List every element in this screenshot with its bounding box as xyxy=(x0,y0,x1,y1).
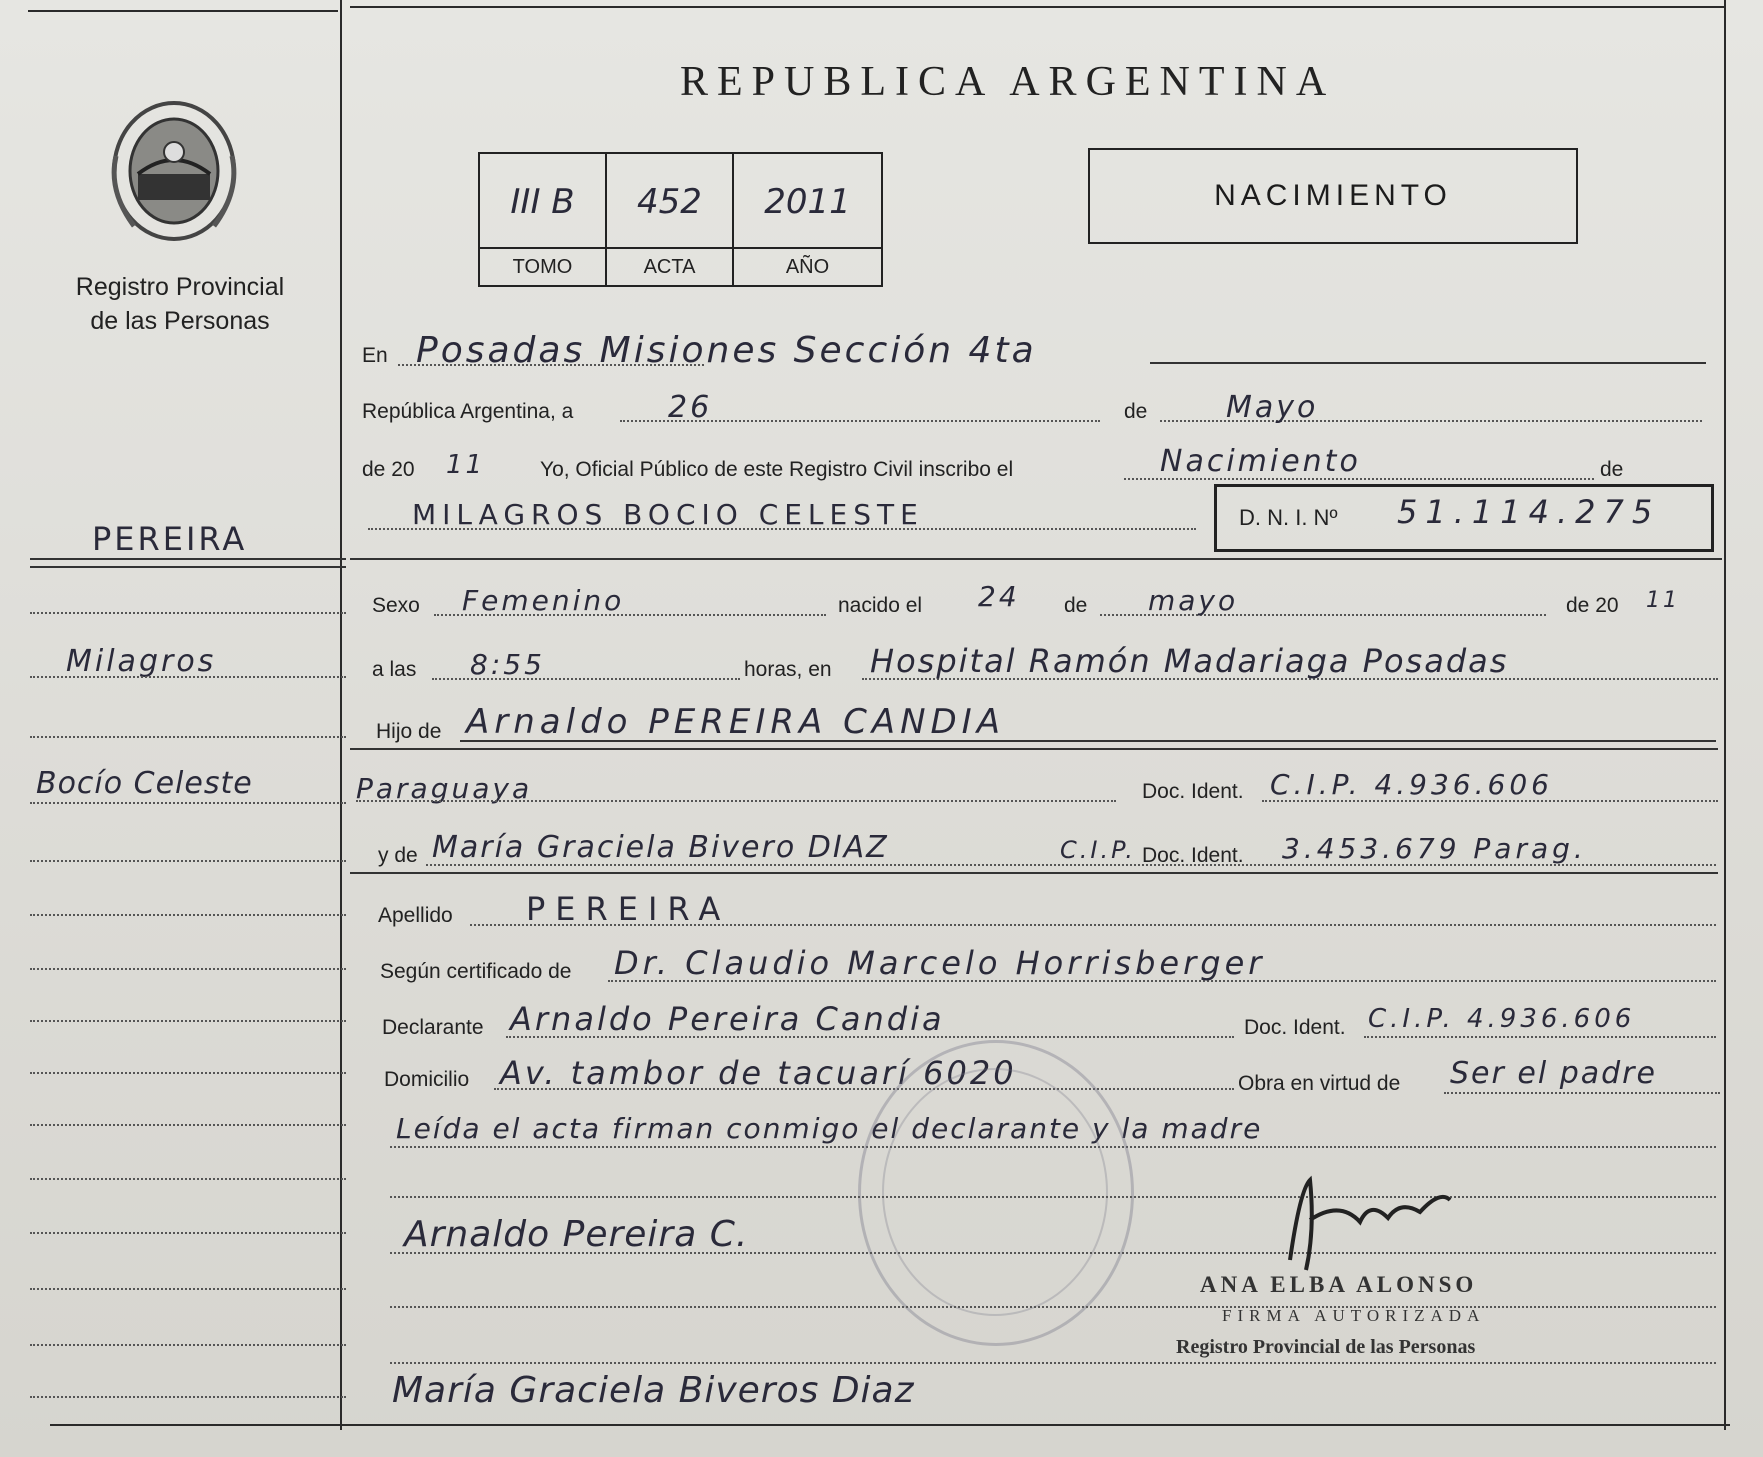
place-value: Hospital Ramón Madariaga Posadas xyxy=(870,642,1509,680)
frame-bottom xyxy=(50,1424,1730,1426)
inscribe-de: de xyxy=(1600,458,1624,481)
father-value: Arnaldo PEREIRA CANDIA xyxy=(466,702,1005,742)
frame-divider xyxy=(340,0,342,1430)
hospital-stamp-inner xyxy=(882,1068,1108,1316)
official-name: ANA ELBA ALONSO xyxy=(1200,1272,1478,1297)
child-full-name: MILAGROS BOCIO CELESTE xyxy=(412,498,924,531)
en-label: En xyxy=(362,344,388,367)
sidebar-middle-names: Bocío Celeste xyxy=(36,766,253,801)
mother-doc: 3.453.679 Parag. xyxy=(1282,832,1587,865)
frame-top xyxy=(350,6,1726,8)
official-office: Registro Provincial de las Personas xyxy=(1176,1336,1476,1358)
frame-right xyxy=(1724,0,1726,1430)
domicilio-value: Av. tambor de tacuarí 6020 xyxy=(500,1054,1017,1092)
sidebar-dotline xyxy=(30,968,346,970)
year-value: 11 xyxy=(446,450,486,480)
sidebar-dotline xyxy=(30,914,346,916)
sidebar-rule xyxy=(30,558,346,560)
dotline xyxy=(390,1252,1716,1254)
horas-label: horas, en xyxy=(744,658,832,681)
rule xyxy=(1150,362,1706,364)
de-label: de xyxy=(1124,400,1148,423)
acta-cell xyxy=(607,154,734,285)
sexo-label: Sexo xyxy=(372,594,420,617)
obra-label: Obra en virtud de xyxy=(1238,1072,1401,1095)
day-value: 26 xyxy=(668,390,713,425)
sidebar-dotline xyxy=(30,1178,346,1180)
official-signature-icon xyxy=(1270,1160,1470,1280)
dotline xyxy=(1444,1092,1720,1094)
father-doc: C.I.P. 4.936.606 xyxy=(1270,768,1553,801)
birth-year: 11 xyxy=(1646,588,1680,613)
page-title: REPUBLICA ARGENTINA xyxy=(680,59,1336,105)
sidebar-dotline xyxy=(30,1124,346,1126)
sidebar-surname: PEREIRA xyxy=(92,520,248,558)
domicilio-label: Domicilio xyxy=(384,1068,470,1091)
mother-value: María Graciela Bivero DIAZ xyxy=(432,830,889,865)
sidebar-dotline xyxy=(30,1288,346,1290)
dni-label: D. N. I. Nº xyxy=(1239,505,1338,530)
dotline xyxy=(390,1362,1716,1364)
registration-box xyxy=(478,152,883,287)
section-rule xyxy=(350,558,1722,560)
sidebar-dotline xyxy=(30,1232,346,1234)
nacido-label: nacido el xyxy=(838,594,923,617)
republica-label: República Argentina, a xyxy=(362,400,574,423)
birth-day: 24 xyxy=(978,580,1020,613)
declarante-value: Arnaldo Pereira Candia xyxy=(510,1000,945,1038)
rule xyxy=(350,748,1718,750)
hour-value: 8:55 xyxy=(470,648,545,681)
dni-box xyxy=(1214,484,1714,552)
acta-value: 452 xyxy=(637,182,702,222)
yde-label: y de xyxy=(378,844,418,867)
sidebar-rule-2 xyxy=(30,566,346,568)
en-value: Posadas Misiones Sección 4ta xyxy=(416,330,1037,371)
leida-value: Leída el acta firman conmigo el declarante y la madre xyxy=(396,1112,1263,1145)
sidebar-dotline xyxy=(30,802,346,804)
birth-month: mayo xyxy=(1148,584,1239,617)
sidebar-dotline xyxy=(30,612,346,614)
father-signature: Arnaldo Pereira C. xyxy=(404,1214,749,1255)
inscribe-value: Nacimiento xyxy=(1160,444,1361,479)
dotline xyxy=(390,1306,1716,1308)
declarante-label: Declarante xyxy=(382,1016,484,1039)
mother-doc-type: C.I.P. xyxy=(1060,836,1136,864)
apellido-label: Apellido xyxy=(378,904,453,927)
yo-text: Yo, Oficial Público de este Registro Civil inscribo el xyxy=(540,458,1014,481)
tomo-value: III B xyxy=(510,182,575,222)
frame-top-left xyxy=(28,10,338,12)
ano-cell xyxy=(734,154,881,285)
sidebar-first-name: Milagros xyxy=(66,644,217,679)
birth-year-prefix: de 20 xyxy=(1566,594,1619,617)
sidebar-dotline xyxy=(30,1344,346,1346)
provincial-seal-icon xyxy=(104,96,244,246)
sidebar-dotline xyxy=(30,1396,346,1398)
hijo-label: Hijo de xyxy=(376,720,442,743)
tomo-label: TOMO xyxy=(480,247,605,285)
record-type: NACIMIENTO xyxy=(1088,148,1578,244)
sidebar-dotline xyxy=(30,860,346,862)
obra-value: Ser el padre xyxy=(1450,1056,1657,1091)
tomo-cell xyxy=(480,154,607,285)
father-nationality: Paraguaya xyxy=(356,772,533,805)
ano-label: AÑO xyxy=(734,247,881,285)
dotline xyxy=(1364,1036,1716,1038)
mother-signature: María Graciela Biveros Diaz xyxy=(392,1370,915,1411)
sexo-value: Femenino xyxy=(462,584,625,617)
dotline xyxy=(390,1196,1716,1198)
apellido-value: PEREIRA xyxy=(526,890,731,928)
rule xyxy=(350,872,1718,874)
alas-label: a las xyxy=(372,658,417,681)
dni-value: 51.114.275 xyxy=(1397,493,1661,531)
segun-value: Dr. Claudio Marcelo Horrisberger xyxy=(614,944,1266,982)
sidebar-dotline xyxy=(30,1072,346,1074)
official-role: FIRMA AUTORIZADA xyxy=(1222,1306,1486,1325)
acta-label: ACTA xyxy=(607,247,732,285)
sidebar-dotline xyxy=(30,676,346,678)
dotline xyxy=(356,800,1116,802)
sidebar-dotline xyxy=(30,736,346,738)
month-value: Mayo xyxy=(1226,390,1319,425)
mother-doc-label: Doc. Ident. xyxy=(1142,844,1244,867)
registry-office-name: Registro Provincial de las Personas xyxy=(75,273,285,335)
sidebar-dotline xyxy=(30,1020,346,1022)
ano-value: 2011 xyxy=(764,182,851,222)
segun-label: Según certificado de xyxy=(380,960,572,983)
doc-label: Doc. Ident. xyxy=(1142,780,1244,803)
birth-de: de xyxy=(1064,594,1088,617)
declarante-doc: C.I.P. 4.936.606 xyxy=(1368,1004,1636,1034)
declarante-doc-label: Doc. Ident. xyxy=(1244,1016,1346,1039)
year-prefix: de 20 xyxy=(362,458,415,481)
